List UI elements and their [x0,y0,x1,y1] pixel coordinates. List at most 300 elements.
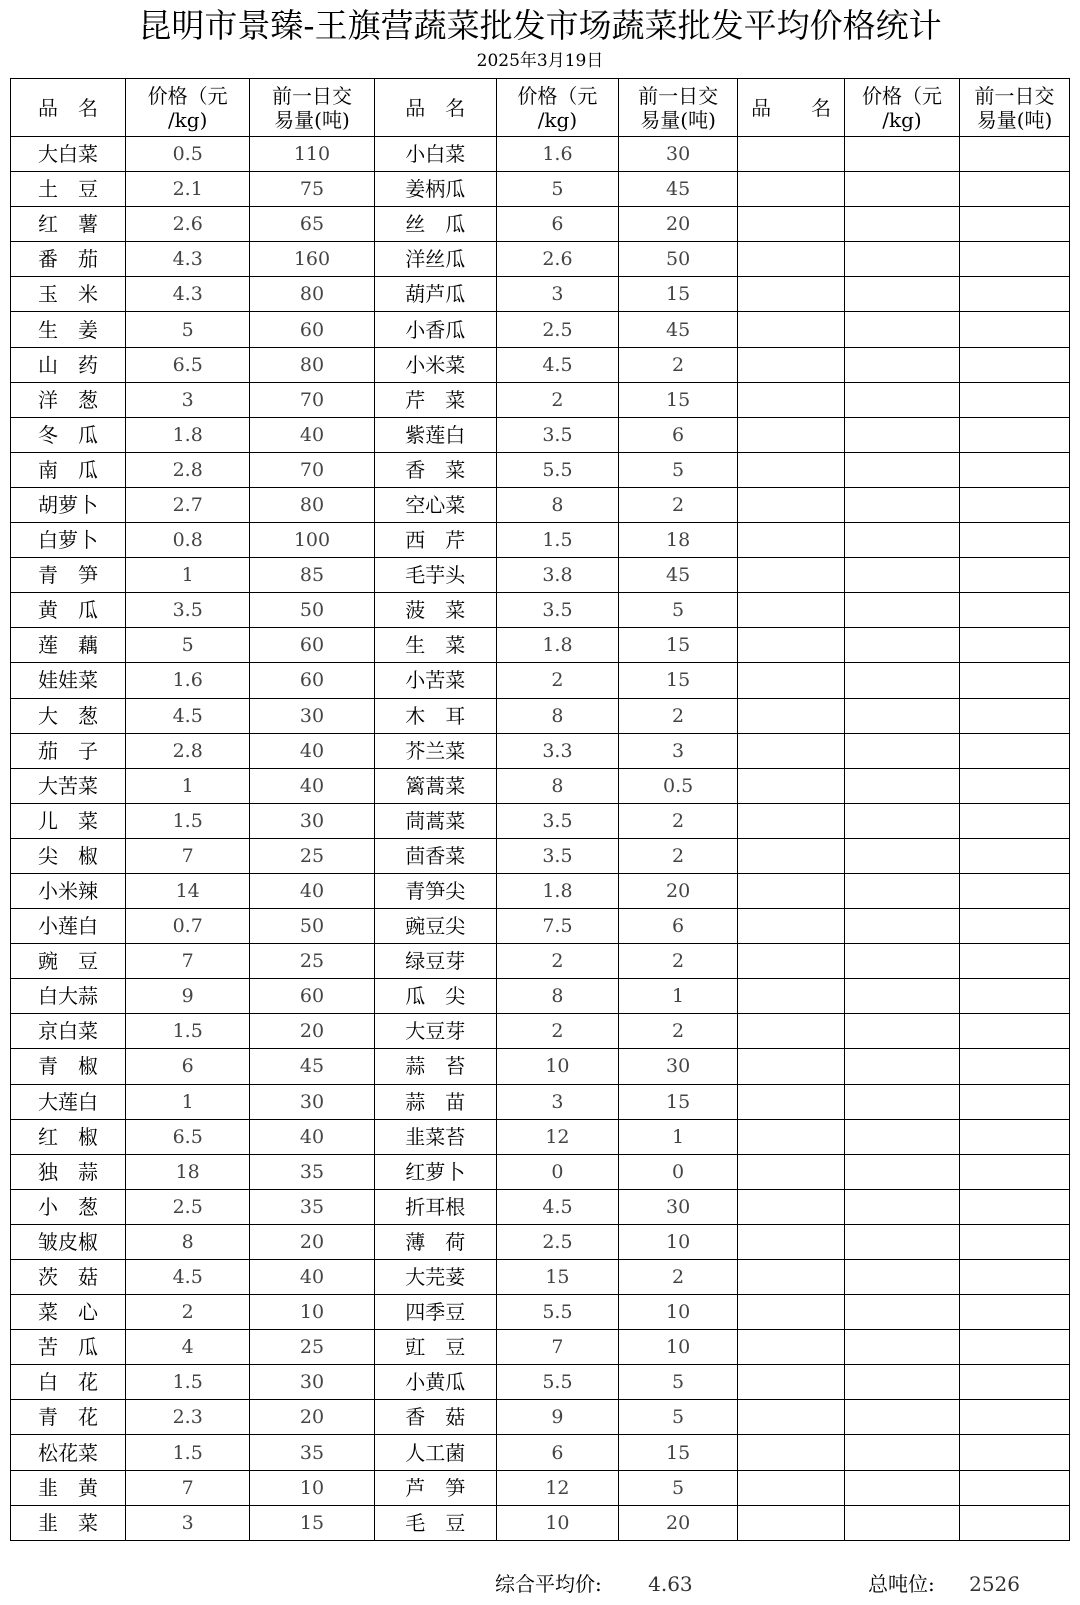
empty-price-cell [844,1470,959,1505]
volume-cell: 30 [250,698,374,733]
empty-volume-cell [960,242,1070,277]
volume-cell: 15 [619,382,738,417]
price-cell: 1 [126,1084,250,1119]
empty-volume-cell [960,137,1070,172]
empty-price-cell [844,803,959,838]
vegetable-name-cell: 洋丝瓜 [374,242,496,277]
empty-name-cell [738,558,845,593]
vegetable-name-cell: 蒜 苗 [374,1084,496,1119]
empty-volume-cell [960,768,1070,803]
vegetable-name-cell: 菜 心 [11,1295,126,1330]
empty-volume-cell [960,1400,1070,1435]
vegetable-name-cell: 瓜 尖 [374,979,496,1014]
empty-name-cell [738,1435,845,1470]
empty-volume-cell [960,698,1070,733]
vegetable-name-cell: 香 菇 [374,1400,496,1435]
empty-price-cell [844,909,959,944]
volume-cell: 1 [619,1119,738,1154]
table-row [11,944,1070,979]
empty-name-cell [738,1330,845,1365]
total-tonnage-label: 总吨位: [868,1572,935,1596]
price-cell: 3.5 [496,838,618,873]
empty-name-cell [738,1400,845,1435]
vegetable-name-cell: 空心菜 [374,487,496,522]
vegetable-name-cell: 独 蒜 [11,1154,126,1189]
volume-cell: 60 [250,663,374,698]
volume-cell: 10 [250,1470,374,1505]
empty-name-cell [738,663,845,698]
price-cell: 0 [496,1154,618,1189]
empty-volume-cell [960,1189,1070,1224]
empty-price-cell [844,628,959,663]
header-name-col-3: 品 名 [738,79,845,137]
report-date: 2025年3月19日 [476,51,604,71]
table-row [11,803,1070,838]
volume-cell: 15 [619,1435,738,1470]
volume-cell: 50 [250,909,374,944]
volume-cell: 2 [619,944,738,979]
empty-volume-cell [960,1014,1070,1049]
vegetable-name-cell: 红 椒 [11,1119,126,1154]
vegetable-name-cell: 尖 椒 [11,838,126,873]
vegetable-name-cell: 红萝卜 [374,1154,496,1189]
empty-name-cell [738,452,845,487]
vegetable-name-cell: 菠 菜 [374,593,496,628]
price-cell: 2.6 [496,242,618,277]
table-row [11,1014,1070,1049]
volume-cell: 15 [619,663,738,698]
price-cell: 15 [496,1260,618,1295]
empty-price-cell [844,242,959,277]
empty-name-cell [738,382,845,417]
empty-name-cell [738,417,845,452]
price-cell: 3.5 [126,593,250,628]
vegetable-name-cell: 娃娃菜 [11,663,126,698]
empty-name-cell [738,593,845,628]
vegetable-name-cell: 儿 菜 [11,803,126,838]
price-cell: 2.5 [126,1189,250,1224]
vegetable-name-cell: 莲 藕 [11,628,126,663]
price-cell: 1.5 [126,803,250,838]
empty-name-cell [738,487,845,522]
vegetable-name-cell: 青笋尖 [374,873,496,908]
volume-cell: 10 [619,1224,738,1259]
volume-cell: 50 [250,593,374,628]
table-row [11,698,1070,733]
vegetable-name-cell: 芥兰菜 [374,733,496,768]
volume-cell: 10 [619,1295,738,1330]
empty-volume-cell [960,207,1070,242]
vegetable-name-cell: 生 姜 [11,312,126,347]
volume-cell: 100 [250,523,374,558]
volume-cell: 30 [619,1189,738,1224]
empty-volume-cell [960,1365,1070,1400]
price-cell: 4.3 [126,242,250,277]
volume-cell: 30 [250,1365,374,1400]
price-cell: 2 [126,1295,250,1330]
volume-cell: 20 [619,207,738,242]
volume-cell: 20 [250,1014,374,1049]
volume-cell: 2 [619,1014,738,1049]
empty-name-cell [738,277,845,312]
empty-name-cell [738,347,845,382]
empty-price-cell [844,523,959,558]
volume-cell: 60 [250,628,374,663]
empty-price-cell [844,1119,959,1154]
page-title: 昆明市景臻-王旗营蔬菜批发市场蔬菜批发平均价格统计 [138,6,942,45]
empty-name-cell [738,1365,845,1400]
empty-volume-cell [960,523,1070,558]
volume-cell: 60 [250,312,374,347]
vegetable-name-cell: 小 葱 [11,1189,126,1224]
price-cell: 1.8 [496,628,618,663]
empty-name-cell [738,1224,845,1259]
volume-cell: 30 [619,137,738,172]
volume-cell: 45 [619,172,738,207]
empty-price-cell [844,137,959,172]
price-cell: 4.5 [496,1189,618,1224]
average-price-summary [495,1569,693,1599]
empty-volume-cell [960,1260,1070,1295]
vegetable-name-cell: 白 花 [11,1365,126,1400]
price-cell: 5.5 [496,1365,618,1400]
price-cell: 8 [496,487,618,522]
empty-price-cell [844,663,959,698]
volume-cell: 40 [250,733,374,768]
empty-name-cell [738,1014,845,1049]
price-cell: 5.5 [496,452,618,487]
empty-price-cell [844,1260,959,1295]
table-row [11,452,1070,487]
price-cell: 4 [126,1330,250,1365]
volume-cell: 0.5 [619,768,738,803]
vegetable-name-cell: 绿豆芽 [374,944,496,979]
empty-volume-cell [960,417,1070,452]
price-cell: 10 [496,1505,618,1540]
price-cell: 5 [496,172,618,207]
price-cell: 6.5 [126,1119,250,1154]
volume-cell: 5 [619,593,738,628]
volume-cell: 15 [619,628,738,663]
volume-cell: 45 [619,312,738,347]
price-cell: 7.5 [496,909,618,944]
volume-cell: 20 [619,873,738,908]
empty-volume-cell [960,593,1070,628]
volume-cell: 15 [250,1505,374,1540]
header-price-col-3: 价格（元 /kg) [844,79,959,137]
empty-price-cell [844,277,959,312]
vegetable-name-cell: 薄 荷 [374,1224,496,1259]
empty-name-cell [738,628,845,663]
vegetable-name-cell: 四季豆 [374,1295,496,1330]
volume-cell: 40 [250,1119,374,1154]
volume-cell: 25 [250,944,374,979]
vegetable-name-cell: 玉 米 [11,277,126,312]
empty-price-cell [844,979,959,1014]
price-cell: 6 [496,1435,618,1470]
volume-cell: 45 [619,558,738,593]
table-row [11,1260,1070,1295]
empty-volume-cell [960,1470,1070,1505]
price-cell: 3 [496,1084,618,1119]
volume-cell: 6 [619,909,738,944]
vegetable-name-cell: 紫莲白 [374,417,496,452]
empty-name-cell [738,698,845,733]
table-header [11,79,1070,137]
empty-name-cell [738,1505,845,1540]
vegetable-name-cell: 洋 葱 [11,382,126,417]
volume-cell: 40 [250,417,374,452]
table-row [11,1224,1070,1259]
vegetable-name-cell: 南 瓜 [11,452,126,487]
volume-cell: 75 [250,172,374,207]
vegetable-name-cell: 青 椒 [11,1049,126,1084]
price-cell: 9 [126,979,250,1014]
price-cell: 2.1 [126,172,250,207]
volume-cell: 2 [619,1260,738,1295]
price-cell: 7 [126,838,250,873]
price-cell: 3.8 [496,558,618,593]
header-name-col-2: 品 名 [374,79,496,137]
empty-volume-cell [960,277,1070,312]
vegetable-name-cell: 土 豆 [11,172,126,207]
vegetable-name-cell: 丝 瓜 [374,207,496,242]
price-cell: 18 [126,1154,250,1189]
table-row [11,873,1070,908]
price-cell: 2.8 [126,452,250,487]
volume-cell: 2 [619,347,738,382]
empty-volume-cell [960,1224,1070,1259]
empty-name-cell [738,733,845,768]
price-cell: 1 [126,558,250,593]
empty-price-cell [844,487,959,522]
volume-cell: 80 [250,347,374,382]
vegetable-name-cell: 人工菌 [374,1435,496,1470]
empty-volume-cell [960,838,1070,873]
empty-price-cell [844,593,959,628]
volume-cell: 70 [250,382,374,417]
empty-price-cell [844,1014,959,1049]
volume-cell: 25 [250,1330,374,1365]
header-volume-col-3: 前一日交 易量(吨) [960,79,1070,137]
table-row [11,1084,1070,1119]
price-cell: 5 [126,312,250,347]
empty-name-cell [738,979,845,1014]
empty-volume-cell [960,1049,1070,1084]
price-cell: 1.5 [496,523,618,558]
vegetable-name-cell: 茼蒿菜 [374,803,496,838]
vegetable-name-cell: 青 笋 [11,558,126,593]
price-cell: 1.8 [496,873,618,908]
volume-cell: 35 [250,1435,374,1470]
volume-cell: 5 [619,452,738,487]
price-cell: 0.5 [126,137,250,172]
vegetable-name-cell: 小米菜 [374,347,496,382]
vegetable-name-cell: 山 药 [11,347,126,382]
table-row [11,558,1070,593]
vegetable-name-cell: 大豆芽 [374,1014,496,1049]
table-row [11,979,1070,1014]
volume-cell: 5 [619,1400,738,1435]
volume-cell: 40 [250,768,374,803]
vegetable-name-cell: 小米辣 [11,873,126,908]
table-row [11,1119,1070,1154]
vegetable-name-cell: 茴香菜 [374,838,496,873]
header-price-col-1: 价格（元 /kg) [126,79,250,137]
empty-name-cell [738,768,845,803]
price-cell: 7 [496,1330,618,1365]
empty-volume-cell [960,558,1070,593]
volume-cell: 110 [250,137,374,172]
price-cell: 8 [496,979,618,1014]
table-row [11,417,1070,452]
volume-cell: 45 [250,1049,374,1084]
table-row [11,1505,1070,1540]
empty-volume-cell [960,628,1070,663]
price-cell: 2.8 [126,733,250,768]
vegetable-name-cell: 苦 瓜 [11,1330,126,1365]
header-name-col-1: 品 名 [11,79,126,137]
price-cell: 1.6 [126,663,250,698]
price-cell: 1.5 [126,1435,250,1470]
price-cell: 3.5 [496,417,618,452]
vegetable-name-cell: 冬 瓜 [11,417,126,452]
table-row [11,1049,1070,1084]
empty-volume-cell [960,347,1070,382]
table-row [11,523,1070,558]
price-cell: 1.6 [496,137,618,172]
empty-price-cell [844,838,959,873]
vegetable-name-cell: 青 花 [11,1400,126,1435]
average-price-value: 4.63 [648,1572,693,1596]
empty-name-cell [738,1119,845,1154]
vegetable-name-cell: 大莲白 [11,1084,126,1119]
empty-name-cell [738,312,845,347]
empty-price-cell [844,1154,959,1189]
vegetable-name-cell: 茨 菇 [11,1260,126,1295]
vegetable-name-cell: 大 葱 [11,698,126,733]
volume-cell: 80 [250,487,374,522]
empty-name-cell [738,1470,845,1505]
price-cell: 1.5 [126,1365,250,1400]
vegetable-name-cell: 篱蒿菜 [374,768,496,803]
vegetable-name-cell: 韭菜苔 [374,1119,496,1154]
price-cell: 8 [496,698,618,733]
volume-cell: 160 [250,242,374,277]
vegetable-name-cell: 松花菜 [11,1435,126,1470]
volume-cell: 50 [619,242,738,277]
volume-cell: 60 [250,979,374,1014]
table-row [11,838,1070,873]
price-cell: 6 [126,1049,250,1084]
volume-cell: 40 [250,873,374,908]
table-row [11,909,1070,944]
empty-price-cell [844,558,959,593]
empty-name-cell [738,1084,845,1119]
price-cell: 2 [496,1014,618,1049]
header-volume-col-1: 前一日交 易量(吨) [250,79,374,137]
volume-cell: 6 [619,417,738,452]
vegetable-name-cell: 大白菜 [11,137,126,172]
volume-cell: 25 [250,838,374,873]
total-tonnage-value: 2526 [969,1572,1021,1596]
empty-price-cell [844,768,959,803]
volume-cell: 18 [619,523,738,558]
price-cell: 5 [126,628,250,663]
price-cell: 12 [496,1470,618,1505]
volume-cell: 35 [250,1154,374,1189]
vegetable-name-cell: 豌豆尖 [374,909,496,944]
table-row [11,312,1070,347]
table-row [11,768,1070,803]
price-cell: 2.6 [126,207,250,242]
header-row [11,79,1070,137]
vegetable-name-cell: 大苦菜 [11,768,126,803]
volume-cell: 15 [619,277,738,312]
vegetable-name-cell: 胡萝卜 [11,487,126,522]
empty-volume-cell [960,663,1070,698]
empty-volume-cell [960,1435,1070,1470]
empty-price-cell [844,172,959,207]
empty-price-cell [844,698,959,733]
price-cell: 3.5 [496,593,618,628]
empty-price-cell [844,382,959,417]
empty-price-cell [844,207,959,242]
empty-volume-cell [960,979,1070,1014]
vegetable-name-cell: 豇 豆 [374,1330,496,1365]
vegetable-name-cell: 小白菜 [374,137,496,172]
table-row [11,1330,1070,1365]
table-row [11,733,1070,768]
price-cell: 2.3 [126,1400,250,1435]
empty-volume-cell [960,487,1070,522]
empty-volume-cell [960,1295,1070,1330]
price-cell: 4.3 [126,277,250,312]
empty-price-cell [844,1224,959,1259]
vegetable-name-cell: 茄 子 [11,733,126,768]
table-row [11,487,1070,522]
vegetable-name-cell: 韭 菜 [11,1505,126,1540]
vegetable-name-cell: 毛芋头 [374,558,496,593]
empty-name-cell [738,523,845,558]
vegetable-name-cell: 毛 豆 [374,1505,496,1540]
price-cell: 3.5 [496,803,618,838]
vegetable-name-cell: 小莲白 [11,909,126,944]
table-row [11,1154,1070,1189]
header-price-col-2: 价格（元 /kg) [496,79,618,137]
volume-cell: 20 [250,1400,374,1435]
vegetable-name-cell: 姜柄瓜 [374,172,496,207]
empty-volume-cell [960,909,1070,944]
empty-price-cell [844,1295,959,1330]
empty-price-cell [844,1435,959,1470]
empty-price-cell [844,452,959,487]
volume-cell: 80 [250,277,374,312]
empty-volume-cell [960,452,1070,487]
price-cell: 3 [126,382,250,417]
total-tonnage-summary [868,1569,1020,1599]
price-cell: 14 [126,873,250,908]
vegetable-name-cell: 红 薯 [11,207,126,242]
price-cell: 6 [496,207,618,242]
price-cell: 7 [126,1470,250,1505]
empty-volume-cell [960,1505,1070,1540]
empty-price-cell [844,347,959,382]
table-row [11,137,1070,172]
price-cell: 10 [496,1049,618,1084]
volume-cell: 30 [250,803,374,838]
price-cell: 4.5 [126,698,250,733]
